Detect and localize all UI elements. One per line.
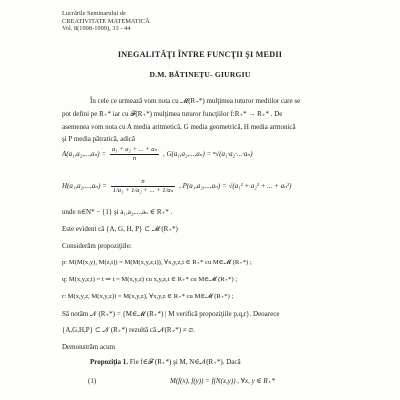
formula-harmonic-quadratic [62, 178, 291, 195]
intro-line-4: şi P media pătratică, adică [62, 135, 136, 143]
demonstrate-line: Demonstrăm acum [62, 343, 116, 351]
intro-line-3: asemenea vom nota cu A media aritmetică, G media geometrică, H media armonică [62, 123, 296, 131]
formula-G: , G(a₁,a₂,...,aₙ) = ⁿ√(a₁·a₂·...·aₙ) [162, 150, 253, 159]
evident-statement: Este evident că {A, G, H, P} ⊂ 𝓜 (R₊*) [62, 225, 178, 233]
proposition-1-text: Fie f∈𝓕 (R₊*) şi M, N∈𝒩(R₊*). Dacă [127, 358, 241, 366]
proposition-p: p: M(M(x,y), M(z,t)) = M(M(x,y,z,t)), ∀x,y,z,t ∈ R₊* cu M∈𝓜 (R₊*) ; [62, 259, 252, 266]
article-author: D.M. BĂTINEŢU- GIURGIU [149, 70, 251, 79]
nonempty-statement: {A,G,H,P} ⊂ 𝒩 (R₊*) rezultă că 𝒩(R₊*) ≠ ∅. [62, 326, 195, 334]
domain-statement: unde n∈N* − {1} şi a₁,a₂,...,aₙ ∈ R₊* . [62, 208, 173, 216]
header-line-1: Lucrările Seminarului de [62, 10, 126, 17]
proposition-1 [90, 358, 241, 367]
formula-H-denominator: 1/a₁ + 1/a₂ + ... + 1/aₙ [112, 187, 174, 194]
intro-line-1: În cele ce urmează vom nota cu 𝓜(R₊*) mulţimea tuturor mediilor care se [90, 97, 301, 105]
formula-A-fraction [110, 146, 159, 163]
formula-H-numerator: n [111, 178, 176, 187]
formula-H-fraction [111, 178, 176, 195]
equation-number: (1) [88, 377, 97, 385]
formula-H-left: H(a₁,a₂,...,aₙ) = [62, 182, 107, 191]
article-title: INEGALITĂŢI ÎNTRE FUNCŢII ŞI MEDII [117, 50, 283, 59]
propositions-intro: Considerăm propoziţiile: [62, 242, 132, 250]
proposition-q: q: M(x,y,z,t) = t ⇒ t = M(x,y,z) cu x,y,z,t ∈ R₊* cu M∈𝓜 (R₊*) ; [62, 276, 238, 283]
formula-A-numerator: a₁ + a₂ + ... + aₙ [111, 146, 158, 153]
equation-1: M(f(x), f(y)) = f(N(x,y)) , ∀x, y ∈ R₊* [170, 377, 275, 385]
formula-A-left: A(a₁,a₂,...,aₙ) = [62, 150, 107, 159]
intro-line-2: pot defini pe R₊* iar cu 𝓕(R₊*) mulţimea tuturor funcţiilor f:R₊* → R₊* . De [62, 110, 283, 118]
notation-statement: Să notăm 𝒩 (R₊*) = {M∈𝓜 (R₊*) | M verifică propoziţiile p,q,r}. Deoarece [62, 310, 280, 318]
journal-header [62, 10, 150, 33]
formula-P: , P(a₁,a₂,...,aₙ) = √(a₁² + a₂² + ... + aₙ²) [179, 182, 292, 191]
formula-arithmetic-geometric [62, 146, 253, 163]
formula-A-denominator: n [132, 155, 137, 162]
proposition-r: r: M(x,y,z, M(x,y,z)) = M(x,y,z), ∀x,y,z ∈ R₊* cu M∈𝓜 (R₊*) ; [62, 293, 234, 300]
header-line-2: CREATIVITATE MATEMATICĂ [62, 17, 150, 25]
proposition-1-label: Propoziţia 1. [90, 358, 128, 366]
header-line-3: Vol. 8(1998-1999), 33 - 44 [62, 25, 131, 33]
